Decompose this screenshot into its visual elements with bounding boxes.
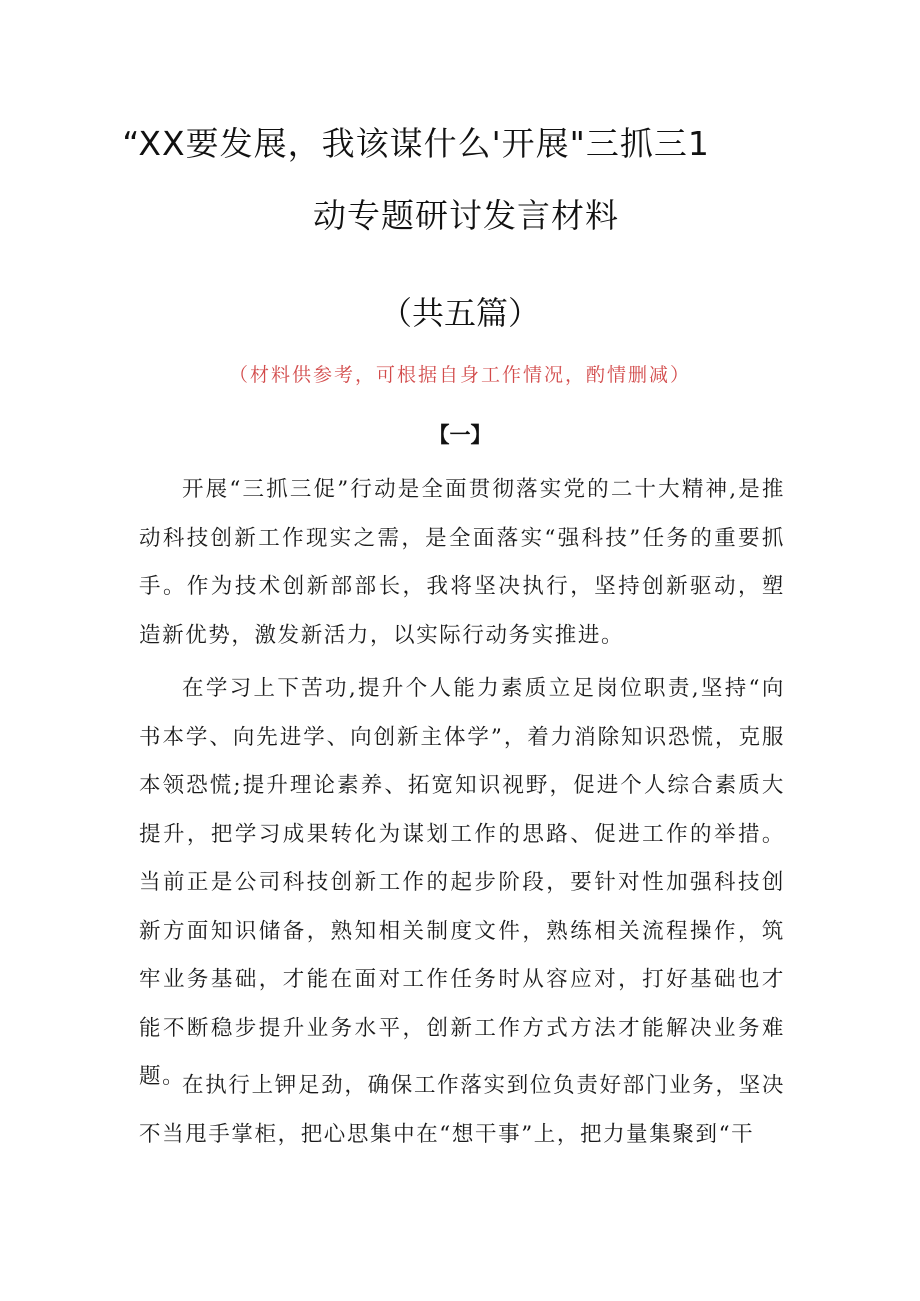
section-heading: 【一】 (428, 423, 492, 447)
subtitle: （共五篇） (379, 294, 540, 332)
title-line-2: 动专题研讨发言材料 (313, 196, 619, 235)
title-line-1: “XX要发展，我该谋什么'开展"三抓三1 (122, 124, 710, 163)
body-paragraph: 开展“三抓三促”行动是全面贯彻落实党的二十大精神,是推动科技创新工作现实之需，是全面落实“强科技”任务的重要抓手。作为技术创新部部长，我将坚决执行，坚持创新驱动，塑造新优势，激发新活力，以实际行动务实推进。 (139, 477, 785, 648)
body-paragraph: 在执行上钾足劲，确保工作落实到位负责好部门业务，坚决不当甩手掌柜，把心思集中在“想干事”上，把力量集聚到“干 (139, 1073, 785, 1147)
body-paragraph: 在学习上下苦功,提升个人能力素质立足岗位职责,坚持“向书本学、向先进学、向创新主体学”，着力消除知识恐慌，克服本领恐慌;提升理论素养、拓宽知识视野，促进个人综合素质大提升，把学习成果转化为谋划工作的思路、促进工作的举措。当前正是公司科技创新工作的起步阶段，要针对性加强科技创新方面知识储备，熟知相关制度文件，熟练相关流程操作，筑牢业务基础，才能在面对工作任务时从容应对，打好基础也才能不断稳步提升业务水平，创新工作方式方法才能解决业务难题。 (139, 676, 785, 1089)
reference-note: （材料供参考，可根据自身工作情况，酌情删减） (228, 364, 691, 386)
